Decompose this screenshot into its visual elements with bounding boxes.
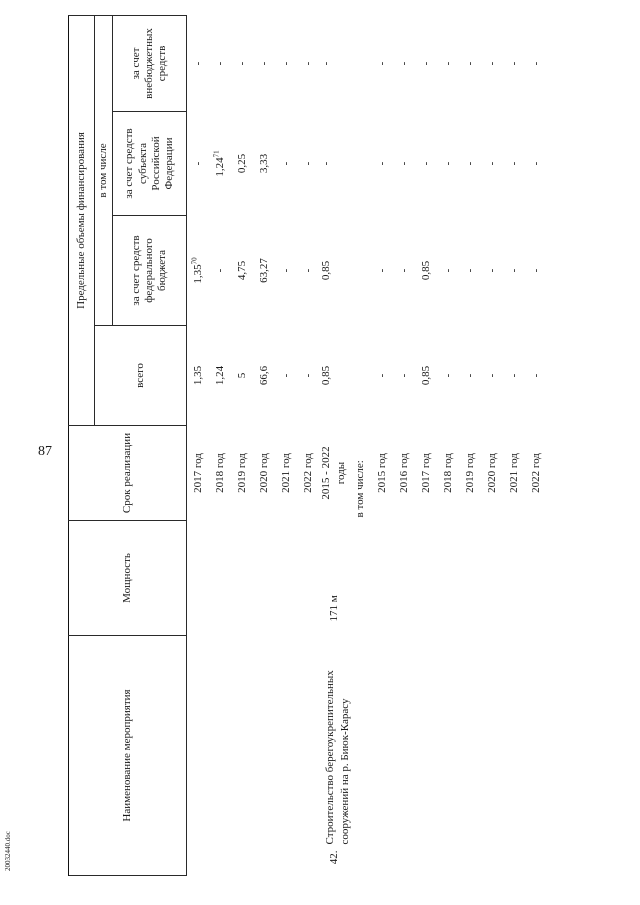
extrabudget-cell: - bbox=[320, 61, 333, 66]
period-cell bbox=[319, 426, 349, 521]
federal-cell: - bbox=[376, 268, 389, 273]
header-extrabudget: за счет внебюджетных средств bbox=[113, 15, 187, 111]
federal-cell bbox=[297, 216, 319, 326]
total-cell: - bbox=[464, 373, 477, 378]
total-cell: 0,85 bbox=[420, 365, 433, 386]
period-cell: 2019 год bbox=[236, 453, 249, 493]
federal-cell bbox=[209, 216, 231, 326]
regional-value: - bbox=[302, 161, 315, 166]
total-cell: 1,24 bbox=[214, 365, 227, 386]
federal-value: 4,75 bbox=[236, 260, 249, 281]
table-row bbox=[503, 15, 525, 875]
federal-cell: - bbox=[486, 268, 499, 273]
rotated-table-page bbox=[68, 16, 543, 876]
period-cell: 2021 год bbox=[508, 453, 521, 493]
table-row bbox=[459, 15, 481, 875]
table-row bbox=[275, 15, 297, 875]
federal-cell: - bbox=[464, 268, 477, 273]
page-number: 87 bbox=[38, 444, 52, 459]
regional-value: - bbox=[192, 161, 205, 166]
federal-value: 63,27 bbox=[258, 258, 271, 283]
including-label: в том числе: bbox=[354, 460, 367, 518]
total-cell: - bbox=[280, 373, 293, 378]
item-number: 42. bbox=[328, 850, 341, 865]
footnote-ref: 70 bbox=[190, 257, 199, 265]
regional-cell bbox=[253, 112, 275, 216]
total-cell: - bbox=[398, 373, 411, 378]
federal-cell: 0,85 bbox=[320, 260, 333, 281]
period-range: 2015 - 2022 bbox=[320, 446, 333, 500]
table-row bbox=[209, 15, 231, 875]
table-row bbox=[525, 15, 547, 875]
header-including: в том числе bbox=[95, 15, 113, 325]
federal-cell: - bbox=[508, 268, 521, 273]
regional-cell bbox=[297, 112, 319, 216]
period-cell: 2019 год bbox=[464, 453, 477, 493]
extrabudget-cell: - bbox=[302, 61, 315, 66]
total-cell: - bbox=[530, 373, 543, 378]
table-row bbox=[437, 15, 459, 875]
extrabudget-cell: - bbox=[398, 61, 411, 66]
extrabudget-cell: - bbox=[376, 61, 389, 66]
financing-table bbox=[68, 15, 547, 876]
regional-cell: - bbox=[486, 161, 499, 166]
header-federal: за счет средств федерального бюджета bbox=[113, 216, 187, 326]
federal-cell: 0,85 bbox=[420, 260, 433, 281]
table-row bbox=[371, 15, 393, 875]
regional-cell: - bbox=[442, 161, 455, 166]
regional-value: 0,25 bbox=[236, 153, 249, 174]
extrabudget-cell: - bbox=[214, 61, 227, 66]
extrabudget-cell: - bbox=[442, 61, 455, 66]
item-capacity: 171 м bbox=[328, 595, 341, 622]
period-unit: годы bbox=[335, 461, 348, 485]
regional-cell: - bbox=[464, 161, 477, 166]
regional-cell bbox=[275, 112, 297, 216]
header-capacity: Мощность bbox=[69, 521, 187, 636]
total-cell: 66,6 bbox=[258, 365, 271, 386]
regional-cell: - bbox=[320, 161, 333, 166]
total-cell: - bbox=[302, 373, 315, 378]
table-header bbox=[69, 15, 187, 875]
table-row bbox=[481, 15, 503, 875]
extrabudget-cell: - bbox=[464, 61, 477, 66]
table-row bbox=[231, 15, 253, 875]
federal-cell: - bbox=[398, 268, 411, 273]
extrabudget-cell: - bbox=[486, 61, 499, 66]
regional-cell: - bbox=[376, 161, 389, 166]
federal-cell: - bbox=[530, 268, 543, 273]
extrabudget-cell: - bbox=[508, 61, 521, 66]
total-cell: 0,85 bbox=[320, 365, 333, 386]
table-row bbox=[253, 15, 275, 875]
regional-cell bbox=[231, 112, 253, 216]
regional-value: 1,24 bbox=[214, 157, 227, 177]
federal-cell bbox=[275, 216, 297, 326]
header-period: Срок реализации bbox=[69, 426, 187, 521]
federal-value: - bbox=[302, 268, 315, 273]
period-cell: 2018 год bbox=[214, 453, 227, 493]
table-row bbox=[187, 15, 210, 875]
period-cell: 2022 год bbox=[302, 453, 315, 493]
period-cell: 2015 год bbox=[376, 453, 389, 493]
regional-cell: - bbox=[530, 161, 543, 166]
extrabudget-cell: - bbox=[530, 61, 543, 66]
regional-cell: - bbox=[420, 161, 433, 166]
regional-value: - bbox=[280, 161, 293, 166]
document-id: 20032440.doc bbox=[4, 831, 12, 871]
extrabudget-cell: - bbox=[236, 61, 249, 66]
total-cell: - bbox=[442, 373, 455, 378]
period-cell: 2018 год bbox=[442, 453, 455, 493]
extrabudget-cell: - bbox=[192, 61, 205, 66]
regional-cell bbox=[187, 112, 210, 216]
regional-cell: - bbox=[398, 161, 411, 166]
federal-cell bbox=[187, 216, 210, 326]
federal-cell: - bbox=[442, 268, 455, 273]
federal-value: - bbox=[214, 268, 227, 273]
table-row bbox=[393, 15, 415, 875]
federal-cell bbox=[253, 216, 275, 326]
header-total: всего bbox=[95, 326, 187, 426]
total-cell: - bbox=[486, 373, 499, 378]
header-regional: за счет средств субъекта Российской Федерации bbox=[113, 112, 187, 216]
extrabudget-cell: - bbox=[420, 61, 433, 66]
table-body bbox=[187, 15, 548, 875]
regional-value: 3,33 bbox=[258, 153, 271, 174]
federal-cell bbox=[231, 216, 253, 326]
total-cell: 5 bbox=[236, 372, 249, 379]
period-cell: 2020 год bbox=[258, 453, 271, 493]
extrabudget-cell: - bbox=[280, 61, 293, 66]
federal-value: - bbox=[280, 268, 293, 273]
period-cell: 2016 год bbox=[398, 453, 411, 493]
footnote-ref: 71 bbox=[212, 150, 221, 158]
period-cell: 2020 год bbox=[486, 453, 499, 493]
item-name: Строительство берегоукрепительных сооружений на р. Биюк-Карасу bbox=[324, 670, 352, 845]
federal-value: 1,35 bbox=[192, 264, 205, 284]
regional-cell bbox=[209, 112, 231, 216]
header-name: Наименование мероприятия bbox=[69, 636, 187, 876]
period-cell: 2022 год bbox=[530, 453, 543, 493]
regional-cell: - bbox=[508, 161, 521, 166]
extrabudget-cell: - bbox=[258, 61, 271, 66]
header-financing-group: Предельные объемы финансирования bbox=[69, 15, 95, 425]
period-cell: 2021 год bbox=[280, 453, 293, 493]
total-cell: 1,35 bbox=[192, 365, 205, 386]
period-cell: 2017 год bbox=[192, 453, 205, 493]
total-cell: - bbox=[376, 373, 389, 378]
table-row bbox=[297, 15, 319, 875]
period-cell: 2017 год bbox=[420, 453, 433, 493]
table-row-item-42 bbox=[319, 15, 349, 875]
table-row bbox=[415, 15, 437, 875]
total-cell: - bbox=[508, 373, 521, 378]
